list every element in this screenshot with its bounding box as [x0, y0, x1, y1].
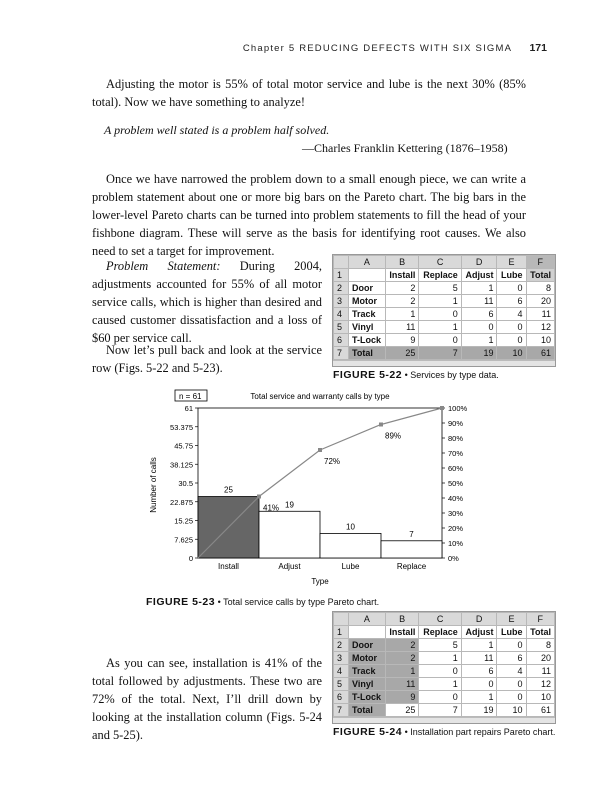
cumulative-point[interactable]	[257, 495, 261, 499]
row-header[interactable]: 5	[334, 321, 349, 334]
sheet-cell[interactable]: Motor	[349, 652, 386, 665]
paragraph-4: Now let’s pull back and look at the service row (Figs. 5-22 and 5-23).	[92, 343, 322, 375]
figure-5-24-caption	[333, 726, 555, 738]
sheet-cell[interactable]: T-Lock	[349, 691, 386, 704]
column-header[interactable]: E	[497, 256, 526, 269]
y2-tick-label: 30%	[448, 509, 464, 518]
sheet-cell[interactable]: 0	[419, 665, 461, 678]
sheet-cell[interactable]: 2	[385, 652, 419, 665]
bar[interactable]	[320, 533, 381, 558]
paragraph-problem-statement	[92, 257, 322, 347]
y2-tick-label: 10%	[448, 539, 464, 548]
figure-5-23-label: FIGURE 5-23	[146, 596, 216, 608]
sheet-cell[interactable]: 2	[385, 295, 419, 308]
y2-tick-label: 100%	[448, 404, 468, 413]
bar[interactable]	[381, 541, 442, 558]
sheet-cell[interactable]: 6	[497, 652, 526, 665]
sheet-cell[interactable]: 7	[419, 704, 461, 717]
y2-tick-label: 40%	[448, 494, 464, 503]
sheet-cell[interactable]: 10	[526, 691, 554, 704]
sheet-cell[interactable]: 6	[497, 295, 526, 308]
sheet-cell[interactable]: T-Lock	[349, 334, 386, 347]
column-header[interactable]: B	[385, 256, 419, 269]
y-tick-label: 0	[188, 554, 193, 563]
column-header[interactable]: A	[349, 613, 386, 626]
column-header[interactable]: C	[419, 256, 461, 269]
sheet-table	[333, 612, 555, 717]
problem-statement-label: Problem Statement:	[106, 259, 221, 273]
paragraph-1: Adjusting the motor is 55% of total motor service and lube is the next 30% (85% total). Now we have something to analyze!	[92, 77, 526, 109]
pareto-chart	[140, 388, 480, 588]
paragraph-2: Once we have narrowed the problem down to a small enough piece, we can write a problem statement about one or more big bars on the Pareto chart. The big bars in the lower-level Pareto charts can be turned into problem statements to fill the head of your fishbone diagram. These will serve as the basis for identifying root causes. We also need to set a target for improvement.	[92, 172, 526, 258]
sheet-cell[interactable]: 0	[419, 691, 461, 704]
row-header[interactable]: 4	[334, 308, 349, 321]
bar-value-label: 7	[409, 529, 414, 539]
sheet-cell[interactable]: 1	[385, 308, 419, 321]
column-header[interactable]: D	[461, 256, 497, 269]
row-header[interactable]: 6	[334, 334, 349, 347]
sheet-cell[interactable]: Motor	[349, 295, 386, 308]
row-header[interactable]: 7	[334, 347, 349, 360]
quote-attribution: —Charles Franklin Kettering (1876–1958)	[302, 141, 508, 155]
figure-5-23-text: • Total service calls by type Pareto chart.	[215, 597, 380, 607]
column-header[interactable]: B	[385, 613, 419, 626]
sheet-cell[interactable]: 6	[461, 308, 497, 321]
column-header[interactable]: A	[349, 256, 386, 269]
row-header[interactable]: 3	[334, 652, 349, 665]
sheet-cell[interactable]: 25	[385, 704, 419, 717]
row-header[interactable]: 6	[334, 691, 349, 704]
sheet-cell[interactable]: Vinyl	[349, 321, 386, 334]
sheet-cell[interactable]: 1	[419, 321, 461, 334]
sheet-cell[interactable]: Total	[349, 347, 386, 360]
sheet-corner[interactable]	[334, 613, 349, 626]
sheet-cell[interactable]: 1	[385, 665, 419, 678]
paragraph-5: As you can see, installation is 41% of the total followed by adjustments. These two are 72% of the total. Next, I’ll drill down by looking at the installation column (Figs. 5-24 and 5-25).	[92, 656, 322, 742]
sheet-cell[interactable]: 8	[526, 282, 554, 295]
y2-tick-label: 80%	[448, 434, 464, 443]
sheet-cell[interactable]: 0	[497, 321, 526, 334]
sheet-cell[interactable]: 0	[497, 334, 526, 347]
sheet-table	[333, 255, 555, 360]
sheet-cell[interactable]: 2	[385, 282, 419, 295]
sheet-cell[interactable]: 7	[419, 347, 461, 360]
figure-5-22-caption	[333, 369, 499, 381]
bar-value-label: 25	[224, 485, 233, 495]
spreadsheet-services-by-type	[332, 254, 556, 367]
y-tick-label: 22.875	[170, 497, 193, 507]
sheet-cell[interactable]: 0	[461, 321, 497, 334]
sheet-cell[interactable]: 0	[419, 308, 461, 321]
y2-tick-label: 0%	[448, 554, 459, 563]
sheet-cell[interactable]: 12	[526, 678, 554, 691]
cumulative-point[interactable]	[318, 448, 322, 452]
y-tick-label: 7.625	[174, 535, 193, 545]
sheet-cell[interactable]: Replace	[419, 626, 461, 639]
cumulative-point[interactable]	[440, 406, 444, 410]
cumulative-label: 89%	[385, 431, 402, 441]
sheet-cell[interactable]: Total	[526, 269, 554, 282]
y2-tick-label: 20%	[448, 524, 464, 533]
sheet-cell[interactable]: Lube	[497, 269, 526, 282]
y-axis-label: Number of calls	[149, 457, 158, 513]
sheet-cell[interactable]: 0	[419, 334, 461, 347]
sheet-cell[interactable]: Vinyl	[349, 678, 386, 691]
sheet-cell[interactable]: 12	[526, 321, 554, 334]
quote-text: A problem well stated is a problem half solved.	[104, 123, 330, 137]
sheet-cell[interactable]: 2	[385, 639, 419, 652]
sheet-cell[interactable]: 1	[461, 691, 497, 704]
sheet-cell[interactable]: 11	[526, 665, 554, 678]
sheet-cell[interactable]: 4	[497, 308, 526, 321]
sheet-cell[interactable]: 0	[497, 678, 526, 691]
sheet-cell[interactable]: Adjust	[461, 269, 497, 282]
category-label: Adjust	[278, 562, 301, 571]
sheet-cell[interactable]: 1	[419, 295, 461, 308]
sheet-cell[interactable]: Replace	[419, 269, 461, 282]
row-header[interactable]: 3	[334, 295, 349, 308]
sheet-cell[interactable]: 20	[526, 652, 554, 665]
row-header[interactable]: 2	[334, 282, 349, 295]
sheet-cell[interactable]: 5	[419, 639, 461, 652]
sheet-scrollbar[interactable]	[333, 360, 555, 366]
sheet-cell[interactable]: 11	[385, 321, 419, 334]
sheet-cell[interactable]: Track	[349, 308, 386, 321]
bar-value-label: 19	[285, 500, 294, 510]
cumulative-point[interactable]	[379, 423, 383, 427]
sheet-cell[interactable]: 1	[461, 334, 497, 347]
sheet-cell[interactable]: Install	[385, 269, 419, 282]
cumulative-label: 72%	[324, 457, 341, 466]
sheet-cell[interactable]: 19	[461, 704, 497, 717]
sheet-cell[interactable]: 8	[526, 639, 554, 652]
row-header[interactable]: 4	[334, 665, 349, 678]
row-header[interactable]: 1	[334, 269, 349, 282]
y-tick-label: 38.125	[170, 460, 193, 470]
sheet-cell[interactable]: 0	[497, 282, 526, 295]
column-header[interactable]: C	[419, 613, 461, 626]
sheet-cell[interactable]: Install	[385, 626, 419, 639]
column-header[interactable]: F	[526, 613, 554, 626]
sheet-cell[interactable]: 4	[497, 665, 526, 678]
y-tick-label: 61	[184, 404, 193, 413]
category-label: Install	[218, 562, 239, 571]
figure-5-24-text: • Installation part repairs Pareto chart.	[402, 727, 556, 737]
sheet-cell[interactable]: 1	[419, 678, 461, 691]
y2-tick-label: 90%	[448, 419, 464, 428]
figure-5-24-label: FIGURE 5-24	[333, 726, 403, 738]
figure-5-22-label: FIGURE 5-22	[333, 369, 403, 381]
sheet-cell[interactable]: Track	[349, 665, 386, 678]
sheet-cell[interactable]: 1	[461, 639, 497, 652]
y2-tick-label: 60%	[448, 464, 464, 473]
sheet-cell[interactable]: Total	[526, 626, 554, 639]
sheet-cell[interactable]: Total	[349, 704, 386, 717]
row-header[interactable]: 2	[334, 639, 349, 652]
sheet-cell[interactable]: 19	[461, 347, 497, 360]
sheet-cell[interactable]	[349, 626, 386, 639]
problem-statement-text: During 2004, adjustments accounted for 55% of all motor service calls, which is higher than desired and caused customer dissatisfaction and a loss of $60 per service call.	[92, 259, 322, 345]
bar-value-label: 10	[346, 522, 355, 532]
sheet-cell[interactable]: 9	[385, 334, 419, 347]
sheet-cell[interactable]: Lube	[497, 626, 526, 639]
y-tick-label: 30.5	[178, 479, 193, 488]
sheet-cell[interactable]: Door	[349, 282, 386, 295]
chart-title: Total service and warranty calls by type	[250, 392, 390, 401]
sheet-cell[interactable]: 0	[497, 639, 526, 652]
y2-tick-label: 70%	[448, 449, 464, 458]
sheet-cell[interactable]: 11	[526, 308, 554, 321]
chapter-label: Chapter 5	[242, 43, 296, 54]
sheet-cell[interactable]: Door	[349, 639, 386, 652]
row-header[interactable]: 1	[334, 626, 349, 639]
category-label: Lube	[341, 562, 360, 571]
row-header[interactable]: 7	[334, 704, 349, 717]
sheet-cell[interactable]: 20	[526, 295, 554, 308]
sheet-cell[interactable]: 10	[497, 704, 526, 717]
cumulative-label: 41%	[263, 503, 280, 513]
column-header[interactable]: F	[526, 256, 554, 269]
column-header[interactable]: E	[497, 613, 526, 626]
sheet-cell[interactable]: 1	[419, 652, 461, 665]
running-header	[0, 42, 547, 54]
n-label: n = 61	[179, 392, 202, 401]
bar[interactable]	[259, 511, 320, 558]
sheet-cell[interactable]: 5	[419, 282, 461, 295]
sheet-cell[interactable]: 11	[385, 678, 419, 691]
sheet-cell[interactable]: 10	[497, 347, 526, 360]
x-axis-label: Type	[311, 577, 329, 586]
sheet-cell[interactable]: 11	[461, 652, 497, 665]
sheet-cell[interactable]: 25	[385, 347, 419, 360]
sheet-cell[interactable]: 0	[497, 691, 526, 704]
sheet-cell[interactable]	[349, 269, 386, 282]
y-tick-label: 15.25	[174, 516, 193, 526]
sheet-cell[interactable]: 11	[461, 295, 497, 308]
sheet-cell[interactable]: 0	[461, 678, 497, 691]
sheet-cell[interactable]: 6	[461, 665, 497, 678]
sheet-cell[interactable]: 61	[526, 704, 554, 717]
y-tick-label: 53.375	[170, 422, 193, 432]
chapter-title: REDUCING DEFECTS WITH SIX SIGMA	[299, 43, 512, 54]
sheet-cell[interactable]: 9	[385, 691, 419, 704]
sheet-cell[interactable]: 10	[526, 334, 554, 347]
page-number: 171	[529, 42, 547, 54]
y-tick-label: 45.75	[174, 441, 193, 451]
sheet-cell[interactable]: 61	[526, 347, 554, 360]
figure-5-23-caption	[146, 596, 379, 608]
sheet-cell[interactable]: 1	[461, 282, 497, 295]
sheet-scrollbar[interactable]	[333, 717, 555, 723]
y2-tick-label: 50%	[448, 479, 464, 488]
category-label: Replace	[396, 562, 427, 571]
figure-5-22-text: • Services by type data.	[402, 370, 499, 380]
spreadsheet-installation	[332, 611, 556, 724]
sheet-cell[interactable]: Adjust	[461, 626, 497, 639]
row-header[interactable]: 5	[334, 678, 349, 691]
column-header[interactable]: D	[461, 613, 497, 626]
sheet-corner[interactable]	[334, 256, 349, 269]
plot-area	[170, 404, 467, 571]
